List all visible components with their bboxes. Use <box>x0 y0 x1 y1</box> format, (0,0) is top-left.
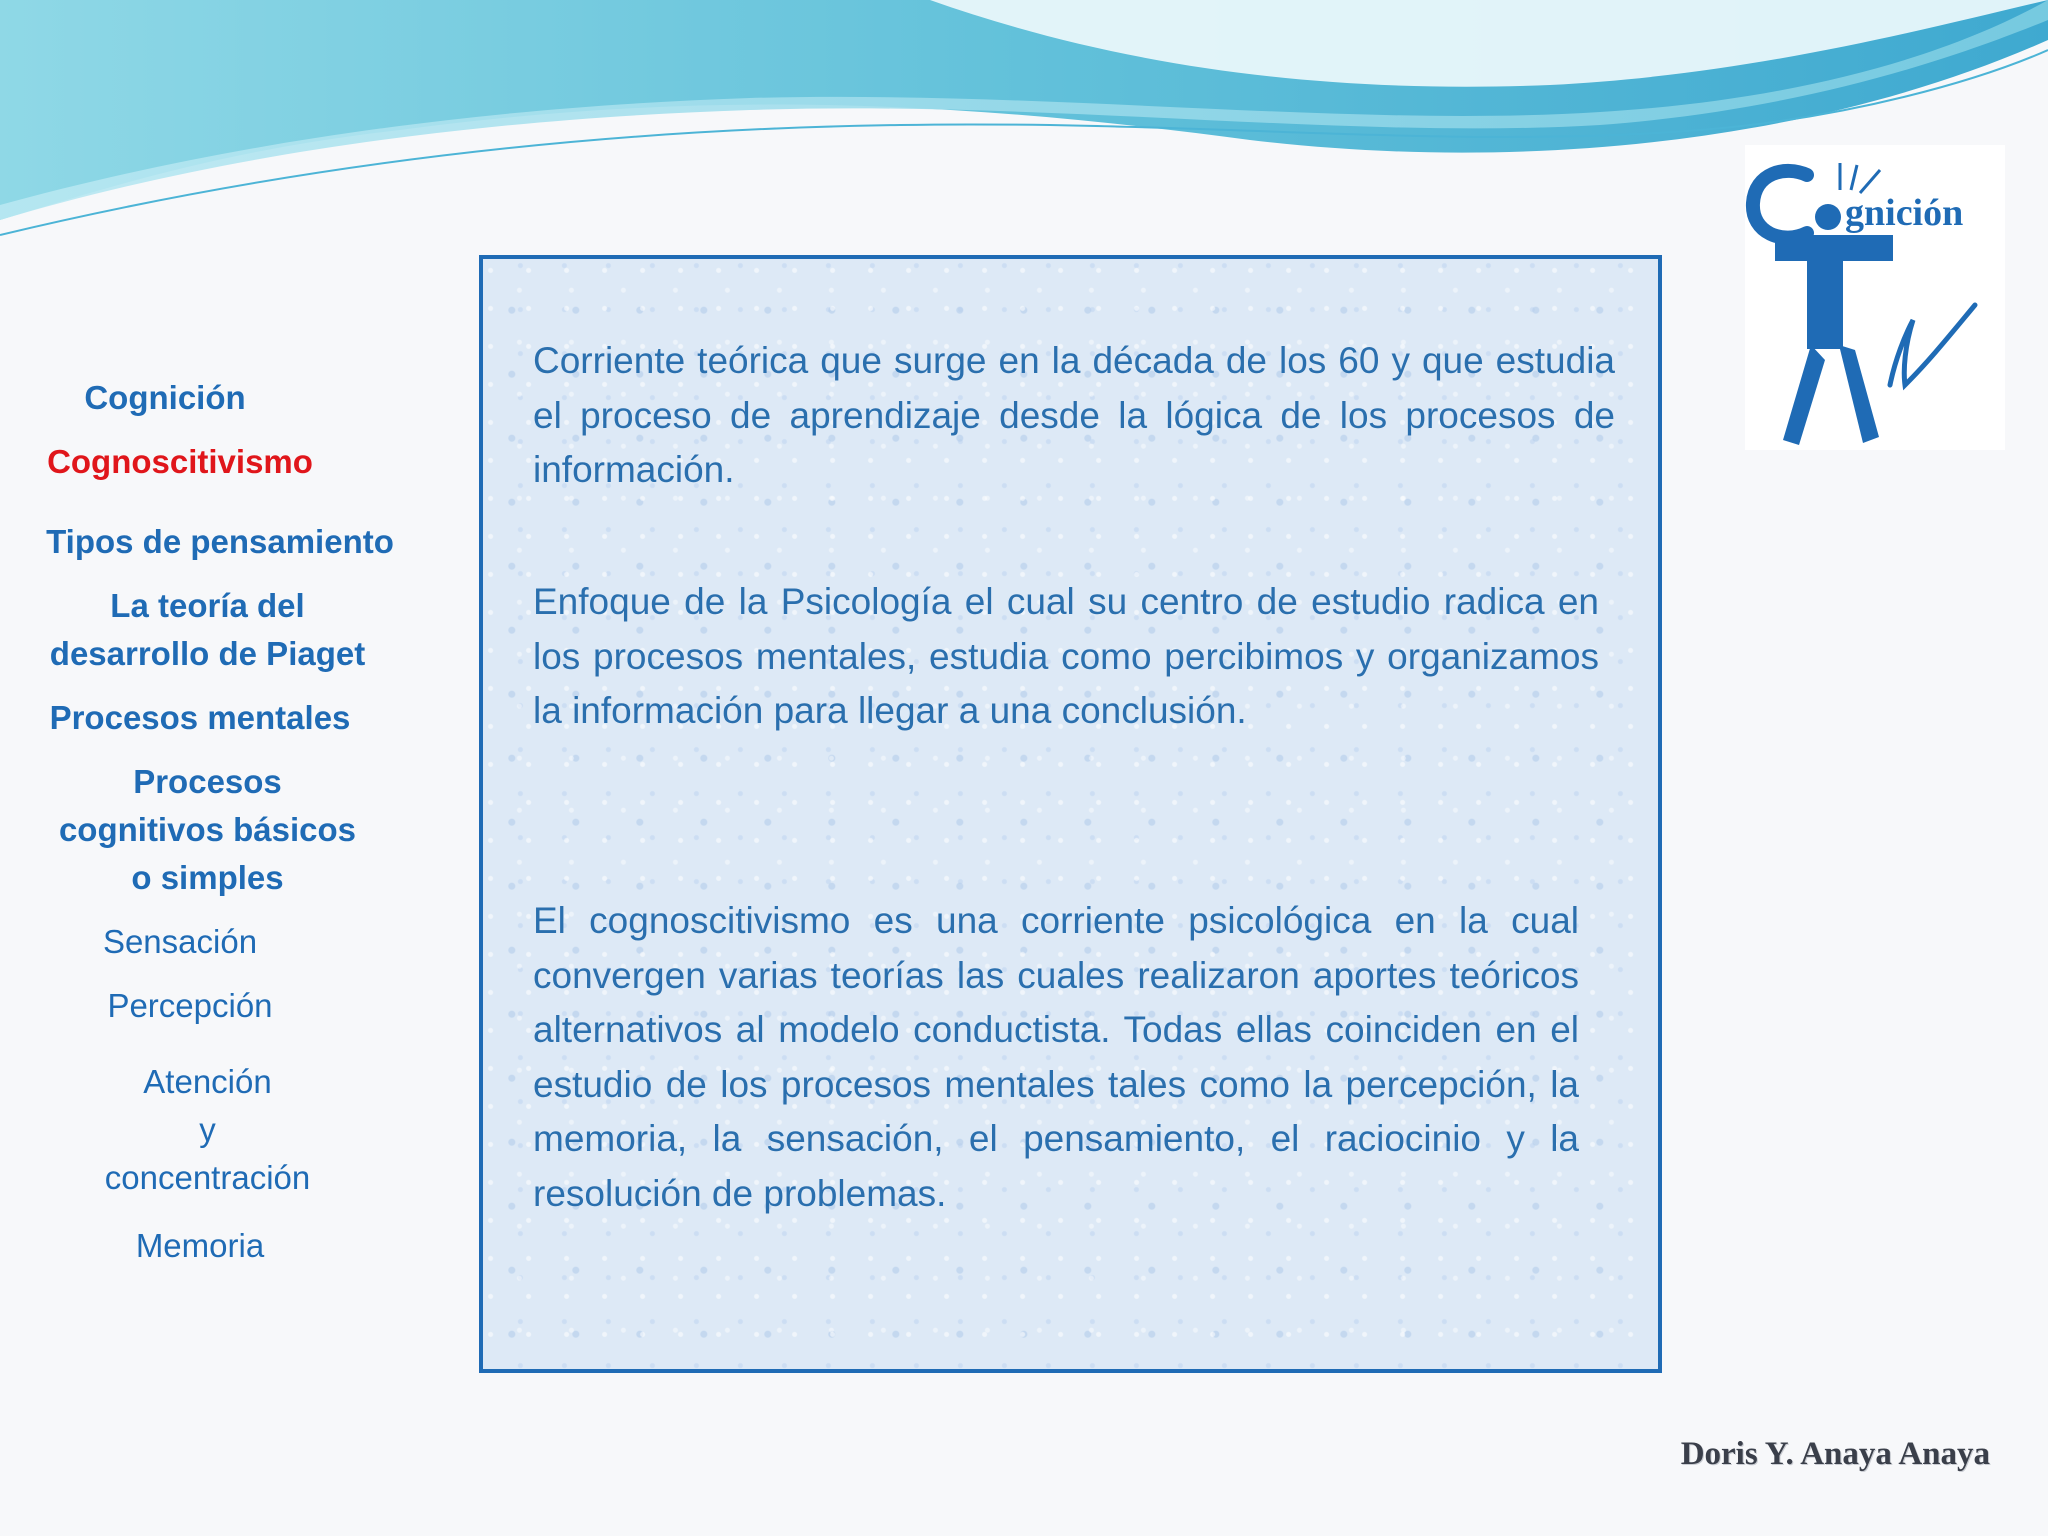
author-name: Doris Y. Anaya Anaya <box>1680 1436 1990 1472</box>
content-panel <box>479 255 1662 1373</box>
paragraph-approach: Enfoque de la Psicología el cual su centro de estudio radica en los procesos mentales, estudia como percibimos y organizamos la información para llegar a una conclusión. <box>533 581 1599 731</box>
nav-item-cognoscitivismo[interactable]: Cognoscitivismo <box>47 443 313 480</box>
nav-item-memoria[interactable]: Memoria <box>135 1227 265 1264</box>
nav-item-tipos-de-pensamiento[interactable]: Tipos de pensamiento <box>46 523 394 560</box>
nav-item-sensacion[interactable]: Sensación <box>102 923 258 960</box>
side-navigation <box>0 0 440 1400</box>
nav-item-teoria-piaget[interactable]: La teoría del desarrollo de Piaget <box>49 587 366 672</box>
logo-text: gnición <box>1845 192 1964 234</box>
paragraph-cognoscitivismo: El cognoscitivismo es una corriente psicológica en la cual convergen varias teorías las cuales realizaron aportes teóricos alternativos al modelo conductista. Todas ellas coinciden en el estudio de los procesos mentales tales como la percepción, la memoria, la sensación, el pensamiento, el raciocinio y la resolución de problemas. <box>533 900 1579 1214</box>
nav-item-procesos-mentales[interactable]: Procesos mentales <box>49 699 351 736</box>
paragraph-definition: Corriente teórica que surge en la década de los 60 y que estudia el proceso de aprendizaje desde la lógica de los procesos de información. <box>533 340 1615 490</box>
nav-item-procesos-cognitivos-basicos[interactable]: Procesos cognitivos básicos o simples <box>58 763 357 896</box>
person-lightbulb-icon <box>1745 145 2005 450</box>
nav-item-cognicion[interactable]: Cognición <box>84 379 246 416</box>
nav-item-atencion-concentracion[interactable]: Atención y concentración <box>104 1063 311 1196</box>
cognicion-logo <box>1745 145 2005 450</box>
nav-item-percepcion[interactable]: Percepción <box>107 987 273 1024</box>
